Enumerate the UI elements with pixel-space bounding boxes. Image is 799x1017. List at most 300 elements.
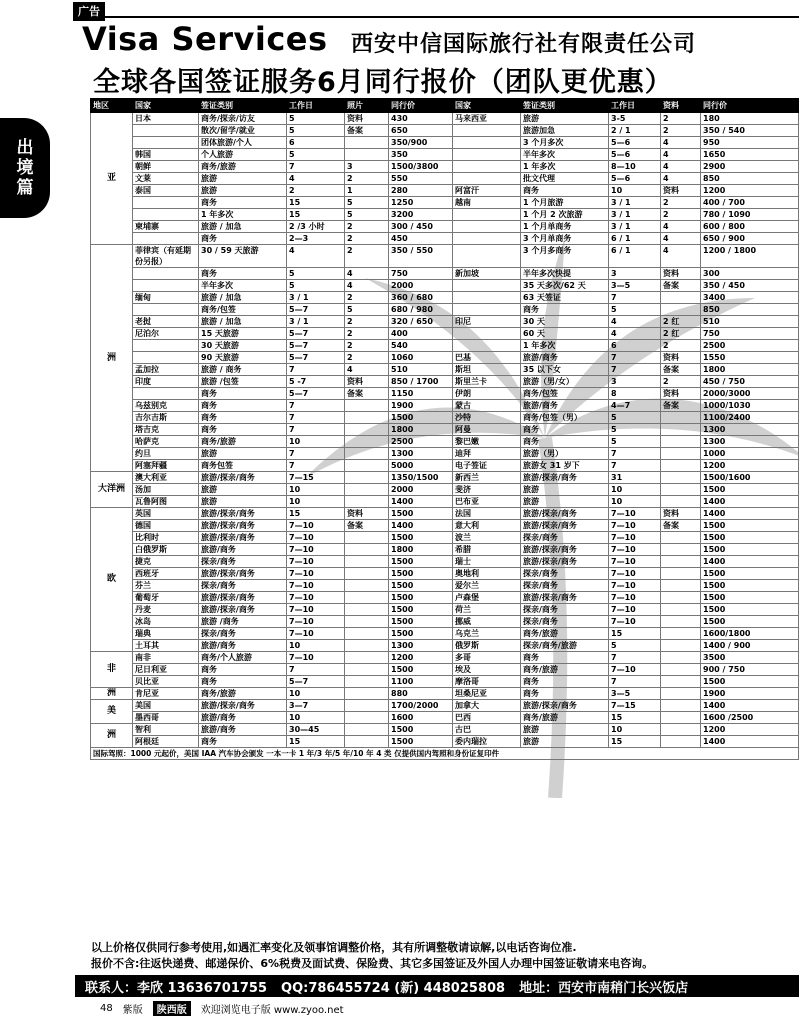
country-cell: 电子签证 [453, 460, 521, 472]
price-cell: 1250 [389, 197, 453, 209]
country-cell: 新西兰 [453, 472, 521, 484]
workdays-cell: 7 [287, 161, 345, 173]
header-region: 地区 [91, 99, 133, 113]
country-cell: 约旦 [133, 448, 199, 460]
price-cell: 1400 / 900 [701, 640, 799, 652]
workdays-cell: 2—3 [287, 233, 345, 245]
table-row [91, 532, 799, 544]
table-row [91, 436, 799, 448]
table-row [91, 496, 799, 508]
visa-type-cell: 旅游 [521, 113, 609, 125]
visa-type-cell: 批文代理 [521, 173, 609, 185]
visa-type-cell: 旅游 /包签 [199, 376, 287, 388]
photo-cell [345, 137, 389, 149]
photo-cell: 2 [345, 173, 389, 185]
country-cell: 法国 [453, 508, 521, 520]
country-cell: 瓦鲁阿图 [133, 496, 199, 508]
table-row [91, 520, 799, 532]
country-cell: 智利 [133, 724, 199, 736]
header-price: 同行价 [701, 99, 799, 113]
documents-cell: 备案 [661, 280, 701, 292]
visa-type-cell: 商务/旅游 [199, 161, 287, 173]
country-cell [453, 173, 521, 185]
price-cell: 1000 [701, 448, 799, 460]
price-cell: 650 [389, 125, 453, 137]
price-cell: 2000 [389, 280, 453, 292]
table-row [91, 580, 799, 592]
workdays-cell: 5 [287, 149, 345, 161]
country-cell: 俄罗斯 [453, 640, 521, 652]
price-cell: 300 / 450 [389, 221, 453, 233]
price-cell: 350 / 550 [389, 245, 453, 268]
price-cell: 180 [701, 113, 799, 125]
workdays-cell: 4 [287, 173, 345, 185]
country-cell: 德国 [133, 520, 199, 532]
visa-type-cell: 3 个月多次 [521, 137, 609, 149]
country-cell [453, 161, 521, 173]
visa-price-table [90, 98, 799, 760]
price-cell: 450 / 750 [701, 376, 799, 388]
country-cell: 瑞士 [453, 556, 521, 568]
price-cell: 750 [701, 328, 799, 340]
ad-header [75, 18, 799, 96]
country-cell: 日本 [133, 113, 199, 125]
country-cell: 波兰 [453, 532, 521, 544]
workdays-cell: 10 [287, 496, 345, 508]
visa-type-cell: 旅游/商务 [199, 640, 287, 652]
workdays-cell: 5 [287, 268, 345, 280]
country-cell [133, 340, 199, 352]
visa-type-cell: 旅游 [521, 736, 609, 748]
edition-label: 紫版 [122, 1005, 143, 1016]
table-row [91, 412, 799, 424]
visa-type-cell: 旅游/探亲/商务 [199, 520, 287, 532]
price-cell: 1500 [389, 604, 453, 616]
visa-type-cell: 1 年多次 [199, 209, 287, 221]
price-cell: 1100/2400 [701, 412, 799, 424]
photo-cell [345, 676, 389, 688]
price-cell: 1500 [701, 616, 799, 628]
workdays-cell: 6 / 1 [609, 233, 661, 245]
visa-type-cell: 旅游 /商务 [199, 616, 287, 628]
documents-cell: 2 [661, 340, 701, 352]
price-cell: 1100 [389, 676, 453, 688]
table-row [91, 664, 799, 676]
price-cell: 1500 [389, 508, 453, 520]
header-visa-type: 签证类别 [199, 99, 287, 113]
visa-type-cell: 旅游 [521, 484, 609, 496]
price-cell: 450 [389, 233, 453, 245]
contact-bar [75, 975, 799, 997]
photo-cell: 资料 [345, 376, 389, 388]
photo-cell [345, 736, 389, 748]
workdays-cell: 2 /3 小时 [287, 221, 345, 233]
visa-type-cell: 半年多次快提 [521, 268, 609, 280]
visa-type-cell: 商务 [521, 688, 609, 700]
visa-type-cell: 商务/包签（男） [521, 412, 609, 424]
photo-cell: 资料 [345, 508, 389, 520]
visa-type-cell: 散次/留学/就业 [199, 125, 287, 137]
region-cell: 非 [91, 652, 133, 688]
workdays-cell: 5 [287, 125, 345, 137]
price-cell: 1500 [389, 556, 453, 568]
documents-cell: 2 [661, 376, 701, 388]
header-photo: 照片 [345, 99, 389, 113]
visa-type-cell: 商务 [521, 676, 609, 688]
table-header-row [91, 99, 799, 113]
country-cell: 捷克 [133, 556, 199, 568]
price-cell: 300 [701, 268, 799, 280]
country-cell: 斐济 [453, 484, 521, 496]
table-row [91, 700, 799, 712]
country-cell: 柬埔寨 [133, 221, 199, 233]
workdays-cell: 6 [287, 137, 345, 149]
price-cell: 1060 [389, 352, 453, 364]
contact-person: 联系人：李欣 13636701755 [85, 980, 268, 996]
price-cell: 5000 [389, 460, 453, 472]
price-cell: 1600 [389, 712, 453, 724]
visa-type-cell: 旅游/探亲/商务 [521, 472, 609, 484]
table-row [91, 616, 799, 628]
workdays-cell: 8—10 [609, 161, 661, 173]
workdays-cell: 5 -7 [287, 376, 345, 388]
country-cell [133, 388, 199, 400]
price-cell: 1500 [389, 616, 453, 628]
photo-cell [345, 149, 389, 161]
price-cell: 1500 [389, 568, 453, 580]
visa-type-cell: 商务包签 [199, 460, 287, 472]
price-cell: 1000/1030 [701, 400, 799, 412]
price-cell: 750 [389, 268, 453, 280]
workdays-cell: 10 [287, 688, 345, 700]
photo-cell: 1 [345, 185, 389, 197]
ad-page [75, 18, 799, 1010]
country-cell: 汤加 [133, 484, 199, 496]
table-row [91, 340, 799, 352]
price-cell: 2000 [389, 484, 453, 496]
photo-cell [345, 424, 389, 436]
table-row [91, 173, 799, 185]
visa-type-cell: 商务/旅游 [199, 688, 287, 700]
country-cell [133, 209, 199, 221]
documents-cell: 2 红 [661, 328, 701, 340]
website-link[interactable]: 欢迎浏览电子版 www.zyoo.net [200, 1005, 344, 1016]
country-cell: 印度 [133, 376, 199, 388]
table-row [91, 460, 799, 472]
workdays-cell: 3-5 [609, 113, 661, 125]
workdays-cell: 5—7 [287, 328, 345, 340]
documents-cell: 4 [661, 149, 701, 161]
photo-cell [345, 628, 389, 640]
documents-cell [661, 724, 701, 736]
visa-type-cell: 商务/探亲/访友 [199, 113, 287, 125]
visa-type-cell: 旅游/商务 [521, 352, 609, 364]
price-cell: 510 [701, 316, 799, 328]
documents-cell [661, 556, 701, 568]
visa-type-cell: 旅游/探亲/商务 [199, 700, 287, 712]
photo-cell: 2 [345, 221, 389, 233]
documents-cell [661, 484, 701, 496]
workdays-cell: 4 [609, 316, 661, 328]
price-cell: 600 / 800 [701, 221, 799, 233]
country-cell: 新加坡 [453, 268, 521, 280]
workdays-cell: 3—5 [609, 280, 661, 292]
documents-cell [661, 472, 701, 484]
visa-type-cell: 旅游 [199, 185, 287, 197]
visa-type-cell: 探亲/商务 [521, 568, 609, 580]
country-cell: 缅甸 [133, 292, 199, 304]
price-cell: 1500 [389, 724, 453, 736]
documents-cell: 2 [661, 209, 701, 221]
price-cell: 850 [701, 304, 799, 316]
country-cell: 西班牙 [133, 568, 199, 580]
country-cell: 印尼 [453, 316, 521, 328]
workdays-cell: 10 [609, 185, 661, 197]
photo-cell: 备案 [345, 388, 389, 400]
country-cell: 瑞典 [133, 628, 199, 640]
header-price: 同行价 [389, 99, 453, 113]
table-row [91, 209, 799, 221]
workdays-cell: 7—10 [609, 556, 661, 568]
workdays-cell: 7—10 [287, 544, 345, 556]
visa-type-cell: 半年多次 [521, 149, 609, 161]
documents-cell [661, 412, 701, 424]
section-tab-char: 境 [16, 158, 34, 178]
visa-type-cell: 商务 [199, 400, 287, 412]
page-footer [100, 1001, 344, 1016]
table-row [91, 197, 799, 209]
visa-type-cell: 3 个月单商务 [521, 233, 609, 245]
table-row [91, 484, 799, 496]
ad-label: 广告 [73, 2, 105, 21]
visa-type-cell: 探亲/商务 [199, 628, 287, 640]
table-row [91, 628, 799, 640]
price-cell: 1900 [701, 688, 799, 700]
table-row [91, 592, 799, 604]
photo-cell [345, 484, 389, 496]
table-row [91, 316, 799, 328]
price-cell: 1500 [389, 736, 453, 748]
country-cell [453, 304, 521, 316]
photo-cell [345, 640, 389, 652]
visa-type-cell: 旅游/商务 [521, 400, 609, 412]
country-cell [453, 340, 521, 352]
photo-cell: 2 [345, 316, 389, 328]
license-note: 国际驾照：1000 元起价，美国 IAA 汽车协会颁发 一本一卡 1 年/3 年/5 年/10 年 4 类 仅提供国内驾照和身份证复印件 [91, 748, 799, 760]
table-row [91, 424, 799, 436]
workdays-cell: 5 [609, 304, 661, 316]
visa-type-cell: 探亲/商务 [199, 580, 287, 592]
visa-type-cell: 旅游 [199, 484, 287, 496]
price-cell: 1200 [389, 652, 453, 664]
workdays-cell: 10 [287, 640, 345, 652]
region-cell: 欧 [91, 508, 133, 652]
workdays-cell: 7 [287, 424, 345, 436]
visa-type-cell: 探亲/商务 [521, 580, 609, 592]
price-cell: 1300 [389, 640, 453, 652]
visa-type-cell: 旅游/商务 [199, 544, 287, 556]
table-row [91, 448, 799, 460]
table-row [91, 304, 799, 316]
price-cell: 900 / 750 [701, 664, 799, 676]
header-documents: 资料 [661, 99, 701, 113]
workdays-cell: 31 [609, 472, 661, 484]
table-row [91, 604, 799, 616]
price-cell: 2000/3000 [701, 388, 799, 400]
documents-cell [661, 640, 701, 652]
visa-type-cell: 商务/旅游 [521, 628, 609, 640]
country-cell: 伊朗 [453, 388, 521, 400]
price-cell: 1400 [701, 556, 799, 568]
workdays-cell: 15 [287, 508, 345, 520]
country-cell: 阿根廷 [133, 736, 199, 748]
country-cell [453, 209, 521, 221]
visa-type-cell: 商务/旅游 [521, 664, 609, 676]
price-cell: 1500 [389, 532, 453, 544]
country-cell: 乌兹别克 [133, 400, 199, 412]
photo-cell: 5 [345, 209, 389, 221]
price-cell: 1500 [389, 412, 453, 424]
visa-type-cell: 1 个月单商务 [521, 221, 609, 233]
workdays-cell: 5 [609, 412, 661, 424]
visa-type-cell: 旅游/探亲/商务 [199, 568, 287, 580]
visa-type-cell: 探亲/商务/旅游 [521, 640, 609, 652]
visa-type-cell: 商务 [199, 388, 287, 400]
country-cell: 孟加拉 [133, 364, 199, 376]
price-cell: 1800 [701, 364, 799, 376]
visa-type-cell: 30 天旅游 [199, 340, 287, 352]
workdays-cell: 15 [609, 628, 661, 640]
country-cell: 葡萄牙 [133, 592, 199, 604]
price-cell: 540 [389, 340, 453, 352]
visa-type-cell: 商务 [199, 233, 287, 245]
note-line: 以上价格仅供同行参考使用,如遇汇率变化及领事馆调整价格，其有所调整敬请谅解,以电话咨询位准. [91, 941, 577, 954]
price-cell: 400 / 700 [701, 197, 799, 209]
country-cell [453, 245, 521, 268]
table-row [91, 125, 799, 137]
workdays-cell: 7—10 [287, 532, 345, 544]
workdays-cell: 7 [609, 292, 661, 304]
price-cell: 510 [389, 364, 453, 376]
table-row [91, 328, 799, 340]
country-cell: 哈萨克 [133, 436, 199, 448]
documents-cell: 备案 [661, 400, 701, 412]
country-cell: 冰岛 [133, 616, 199, 628]
documents-cell: 资料 [661, 185, 701, 197]
header-workdays: 工作日 [287, 99, 345, 113]
workdays-cell: 6 / 1 [609, 245, 661, 268]
workdays-cell: 5 [609, 640, 661, 652]
documents-cell: 资料 [661, 352, 701, 364]
visa-type-cell: 探亲/商务 [521, 616, 609, 628]
price-cell: 1350/1500 [389, 472, 453, 484]
country-cell: 马来西亚 [453, 113, 521, 125]
documents-cell: 资料 [661, 268, 701, 280]
price-cell: 550 [389, 173, 453, 185]
price-cell: 1500 [389, 580, 453, 592]
visa-type-cell: 35 以下女 [521, 364, 609, 376]
country-cell: 巴基 [453, 352, 521, 364]
table-row [91, 544, 799, 556]
country-cell [133, 137, 199, 149]
price-cell: 1700/2000 [389, 700, 453, 712]
workdays-cell: 3 [609, 376, 661, 388]
photo-cell [345, 460, 389, 472]
photo-cell: 2 [345, 245, 389, 268]
workdays-cell: 3 / 1 [609, 209, 661, 221]
price-cell: 1300 [389, 448, 453, 460]
workdays-cell: 5 [609, 424, 661, 436]
section-tab [0, 118, 50, 218]
visa-type-cell: 旅游/探亲/商务 [521, 520, 609, 532]
visa-type-cell: 探亲/商务 [199, 556, 287, 568]
country-cell [453, 328, 521, 340]
region-cell: 洲 [91, 724, 133, 748]
documents-cell [661, 604, 701, 616]
section-tab-char: 篇 [16, 178, 34, 198]
company-name: 西安中信国际旅行社有限责任公司 [351, 31, 697, 57]
photo-cell: 2 [345, 340, 389, 352]
workdays-cell: 7—10 [609, 604, 661, 616]
visa-type-cell: 商务/旅游 [521, 712, 609, 724]
workdays-cell: 2 [287, 185, 345, 197]
photo-cell [345, 532, 389, 544]
price-notes [91, 940, 797, 972]
workdays-cell: 3 / 1 [287, 292, 345, 304]
documents-cell [661, 544, 701, 556]
visa-type-cell: 15 天旅游 [199, 328, 287, 340]
table-row [91, 268, 799, 280]
price-cell: 3200 [389, 209, 453, 221]
photo-cell: 5 [345, 304, 389, 316]
price-cell: 1400 [389, 496, 453, 508]
photo-cell: 资料 [345, 113, 389, 125]
visa-type-cell: 30 / 59 天旅游 [199, 245, 287, 268]
table-row [91, 376, 799, 388]
documents-cell: 资料 [661, 388, 701, 400]
price-cell: 1550 [701, 352, 799, 364]
workdays-cell: 7—10 [609, 544, 661, 556]
visa-type-cell: 旅游/探亲/商务 [521, 508, 609, 520]
photo-cell [345, 688, 389, 700]
workdays-cell: 7—10 [287, 604, 345, 616]
photo-cell: 2 [345, 352, 389, 364]
workdays-cell: 15 [609, 712, 661, 724]
table-row [91, 652, 799, 664]
country-cell [453, 125, 521, 137]
table-row [91, 688, 799, 700]
price-cell: 320 / 650 [389, 316, 453, 328]
workdays-cell: 8 [609, 388, 661, 400]
workdays-cell: 10 [609, 724, 661, 736]
workdays-cell: 10 [287, 484, 345, 496]
table-row [91, 245, 799, 268]
country-cell: 土耳其 [133, 640, 199, 652]
country-cell [133, 125, 199, 137]
visa-type-cell: 旅游 [199, 173, 287, 185]
header-visa-type: 签证类别 [521, 99, 609, 113]
table-row [91, 221, 799, 233]
documents-cell [661, 736, 701, 748]
country-cell: 古巴 [453, 724, 521, 736]
country-cell [133, 197, 199, 209]
price-cell: 2500 [701, 340, 799, 352]
region-cell: 亚 [91, 113, 133, 245]
price-cell: 3500 [701, 652, 799, 664]
visa-type-cell: 团体旅游/个人 [199, 137, 287, 149]
documents-cell [661, 712, 701, 724]
visa-type-cell: 个人旅游 [199, 149, 287, 161]
